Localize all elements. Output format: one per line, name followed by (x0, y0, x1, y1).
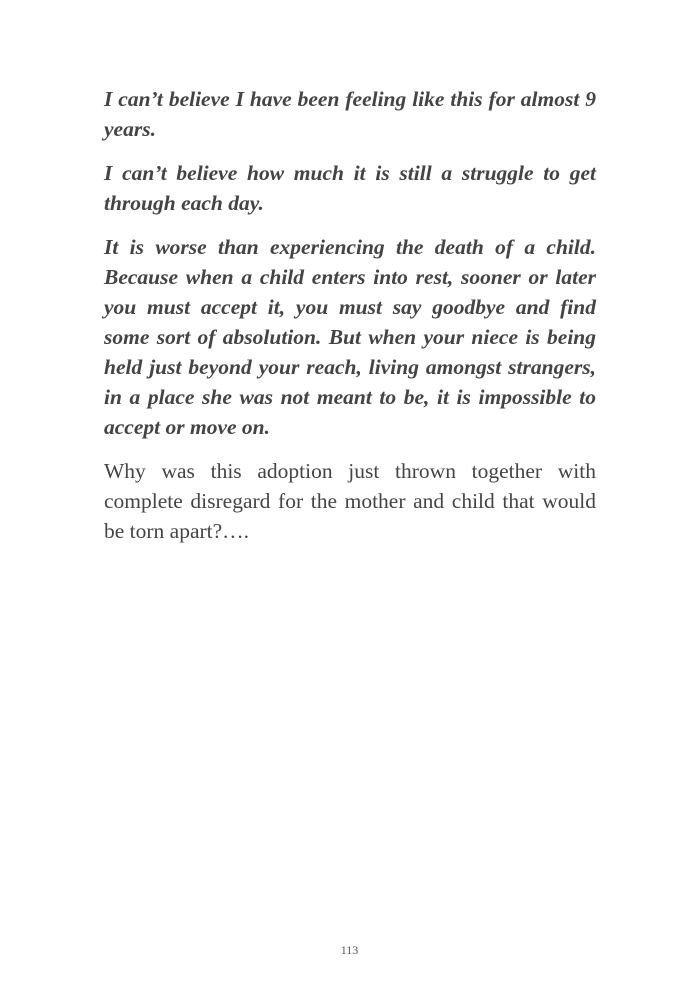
page-number: 113 (340, 943, 359, 957)
page-body (104, 84, 596, 560)
paragraph-struggle-each-day: I can’t believe how much it is still a struggle to get through each day. (104, 161, 596, 215)
paragraph-feeling-9-years: I can’t believe I have been feeling like this for almost 9 years. (104, 87, 596, 141)
paragraph-worse-than-death: It is worse than experiencing the death of a child. Because when a child enters into rest, sooner or later you must accept it, you must say goodbye and find some sort of absolution. But when your niece is being held just beyond your reach, living amongst strangers, in a place she was not meant to be, it is impossible to accept or move on. (104, 235, 596, 439)
paragraph-adoption-question: Why was this adoption just thrown together with complete disregard for the mother and child that would be torn apart?…. (104, 459, 596, 543)
